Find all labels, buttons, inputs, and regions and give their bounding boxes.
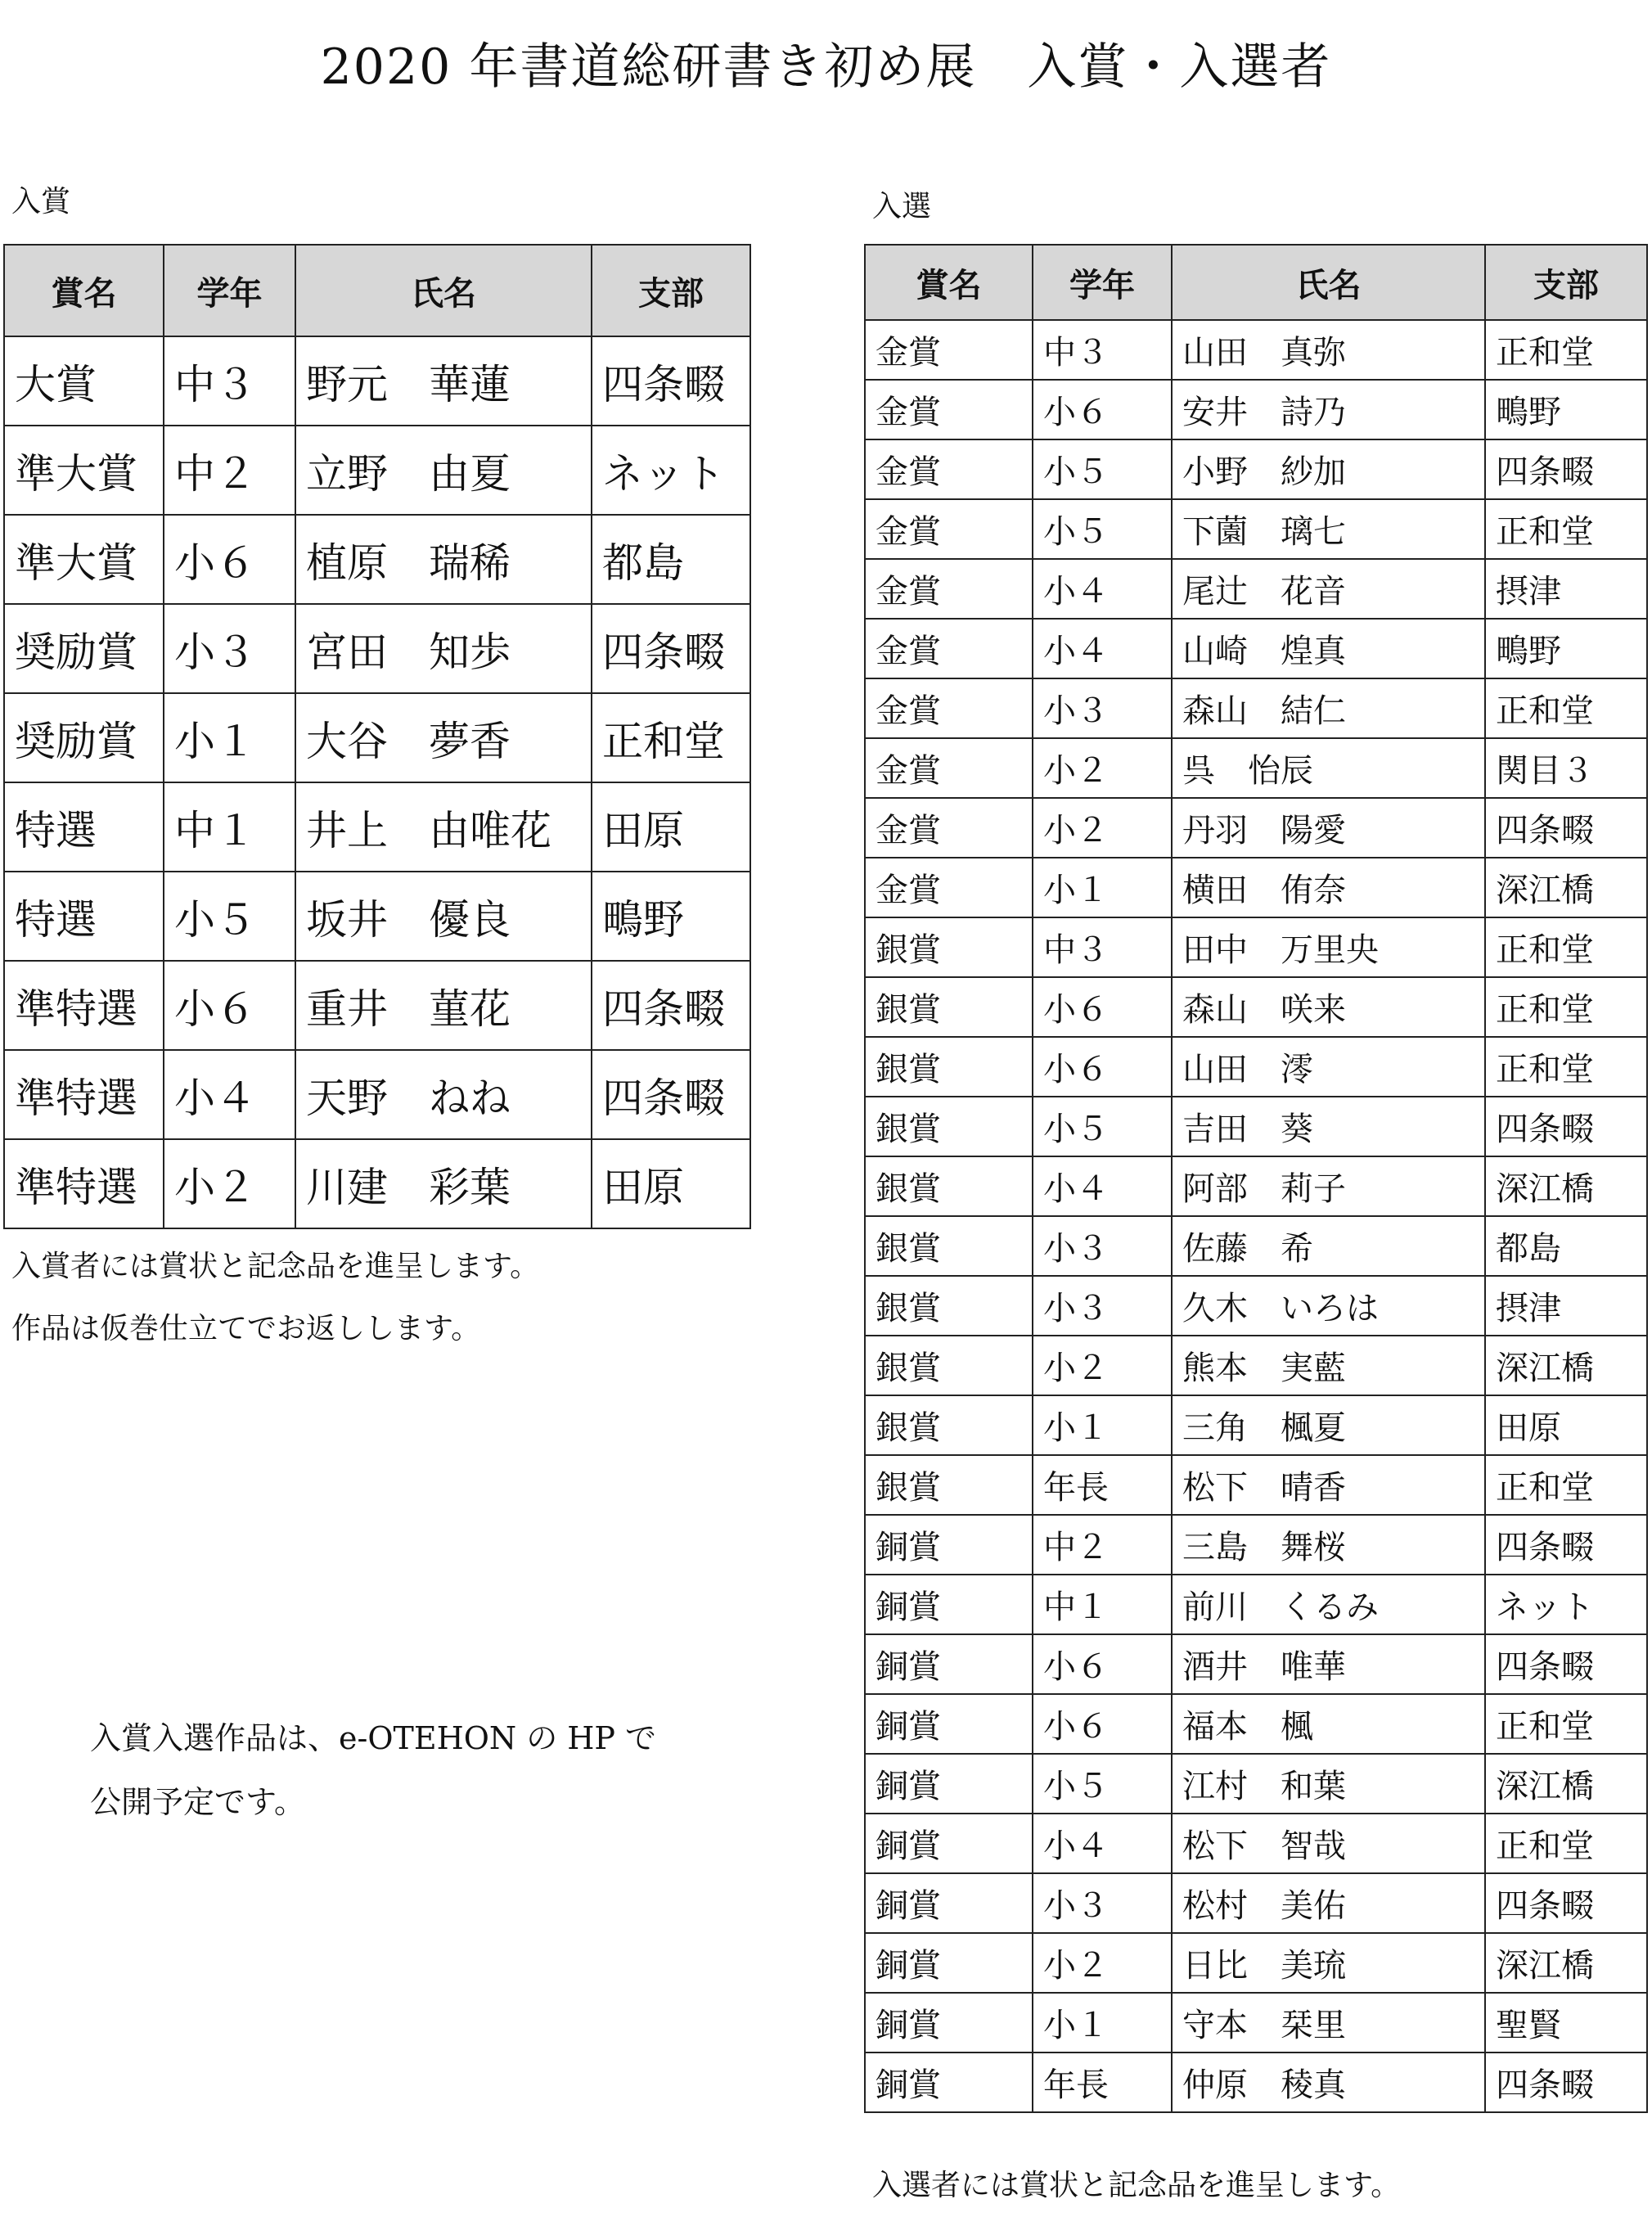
cell-grade: 小５ (1033, 439, 1172, 499)
cell-student-name: 坂井 優良 (295, 872, 592, 961)
selection-section-label: 入選 (872, 190, 932, 223)
cell-grade: 小２ (164, 1139, 295, 1228)
cell-branch: 正和堂 (1485, 499, 1647, 559)
cell-grade: 小３ (1033, 678, 1172, 738)
cell-student-name: 植原 瑞稀 (295, 515, 592, 604)
cell-branch: 深江橋 (1485, 1156, 1647, 1216)
cell-student-name: 立野 由夏 (295, 426, 592, 515)
cell-award-name: 金賞 (865, 858, 1033, 917)
table-row (865, 1097, 1647, 1156)
cell-student-name: 森山 結仁 (1172, 678, 1485, 738)
column-header-branch: 支部 (1485, 245, 1647, 320)
cell-branch: 鴫野 (1485, 619, 1647, 678)
cell-branch: 四条畷 (1485, 2053, 1647, 2112)
cell-grade: 小１ (164, 693, 295, 782)
cell-award-name: 銅賞 (865, 2053, 1033, 2112)
table-row (865, 1814, 1647, 1873)
cell-branch: 聖賢 (1485, 1993, 1647, 2053)
cell-award-name: 奨励賞 (4, 693, 164, 782)
cell-award-name: 銀賞 (865, 1395, 1033, 1455)
cell-branch: 摂津 (1485, 1276, 1647, 1336)
cell-branch: 四条畷 (1485, 1097, 1647, 1156)
cell-branch: 関目３ (1485, 738, 1647, 798)
column-header-branch: 支部 (592, 245, 750, 336)
cell-award-name: 銀賞 (865, 1336, 1033, 1395)
cell-grade: 年長 (1033, 1455, 1172, 1515)
cell-student-name: 呉 怡辰 (1172, 738, 1485, 798)
table-row (865, 2053, 1647, 2112)
cell-branch: 都島 (1485, 1216, 1647, 1276)
award-note-return: 作品は仮巻仕立てでお返しします。 (11, 1312, 481, 1345)
cell-grade: 中２ (1033, 1515, 1172, 1575)
cell-branch: ネット (1485, 1575, 1647, 1634)
cell-student-name: 川建 彩葉 (295, 1139, 592, 1228)
cell-student-name: 安井 詩乃 (1172, 380, 1485, 439)
cell-student-name: 久木 いろは (1172, 1276, 1485, 1336)
cell-student-name: 福本 楓 (1172, 1694, 1485, 1754)
cell-award-name: 銀賞 (865, 1037, 1033, 1097)
cell-grade: 中２ (164, 426, 295, 515)
cell-branch: 鴫野 (592, 872, 750, 961)
column-header-grade: 学年 (1033, 245, 1172, 320)
table-row (865, 798, 1647, 858)
table-row (865, 917, 1647, 977)
cell-student-name: 熊本 実藍 (1172, 1336, 1485, 1395)
table-row (865, 1336, 1647, 1395)
cell-grade: 小１ (1033, 1395, 1172, 1455)
cell-branch: 摂津 (1485, 559, 1647, 619)
cell-student-name: 三角 楓夏 (1172, 1395, 1485, 1455)
cell-grade: 小２ (1033, 1933, 1172, 1993)
table-row (865, 678, 1647, 738)
cell-grade: 小６ (1033, 380, 1172, 439)
table-row (865, 1515, 1647, 1575)
table-row (865, 1575, 1647, 1634)
cell-grade: 小３ (164, 604, 295, 693)
cell-student-name: 大谷 夢香 (295, 693, 592, 782)
cell-student-name: 野元 華蓮 (295, 336, 592, 426)
cell-grade: 小３ (1033, 1216, 1172, 1276)
table-row (865, 1634, 1647, 1694)
cell-branch: 四条畷 (1485, 1634, 1647, 1694)
cell-student-name: 重井 菫花 (295, 961, 592, 1050)
cell-grade: 小６ (1033, 1694, 1172, 1754)
column-header-student-name: 氏名 (1172, 245, 1485, 320)
cell-student-name: 尾辻 花音 (1172, 559, 1485, 619)
cell-student-name: 前川 くるみ (1172, 1575, 1485, 1634)
table-row (4, 1139, 750, 1228)
cell-award-name: 銅賞 (865, 1754, 1033, 1814)
cell-student-name: 阿部 莉子 (1172, 1156, 1485, 1216)
table-row (4, 693, 750, 782)
cell-grade: 小５ (1033, 1754, 1172, 1814)
table-row (4, 961, 750, 1050)
cell-award-name: 金賞 (865, 320, 1033, 380)
table-row (865, 858, 1647, 917)
table-row (865, 1216, 1647, 1276)
cell-award-name: 銅賞 (865, 1993, 1033, 2053)
cell-award-name: 銅賞 (865, 1873, 1033, 1933)
cell-student-name: 松村 美佑 (1172, 1873, 1485, 1933)
cell-student-name: 三島 舞桜 (1172, 1515, 1485, 1575)
cell-grade: 小４ (1033, 619, 1172, 678)
table-row (865, 439, 1647, 499)
cell-branch: 四条畷 (592, 961, 750, 1050)
cell-branch: 正和堂 (592, 693, 750, 782)
cell-branch: 四条畷 (1485, 439, 1647, 499)
table-row (4, 1050, 750, 1139)
cell-grade: 小５ (1033, 1097, 1172, 1156)
cell-grade: 小６ (1033, 1037, 1172, 1097)
cell-award-name: 銀賞 (865, 1097, 1033, 1156)
cell-branch: 四条畷 (1485, 1873, 1647, 1933)
cell-student-name: 山崎 煌真 (1172, 619, 1485, 678)
cell-student-name: 丹羽 陽愛 (1172, 798, 1485, 858)
table-row (865, 1156, 1647, 1216)
cell-grade: 小５ (164, 872, 295, 961)
cell-award-name: 銅賞 (865, 1933, 1033, 1993)
cell-student-name: 小野 紗加 (1172, 439, 1485, 499)
cell-student-name: 日比 美琉 (1172, 1933, 1485, 1993)
cell-branch: ネット (592, 426, 750, 515)
cell-award-name: 金賞 (865, 439, 1033, 499)
cell-grade: 小４ (1033, 1156, 1172, 1216)
cell-grade: 小１ (1033, 1993, 1172, 2053)
cell-award-name: 銀賞 (865, 1455, 1033, 1515)
cell-award-name: 準大賞 (4, 426, 164, 515)
cell-award-name: 特選 (4, 782, 164, 872)
cell-award-name: 金賞 (865, 619, 1033, 678)
award-table (3, 244, 751, 1229)
cell-award-name: 準特選 (4, 1050, 164, 1139)
cell-award-name: 奨励賞 (4, 604, 164, 693)
cell-award-name: 準特選 (4, 1139, 164, 1228)
hp-note-line: 入賞入選作品は、e-OTEHON の HP で (90, 1720, 657, 1756)
cell-branch: 正和堂 (1485, 977, 1647, 1037)
table-row (865, 619, 1647, 678)
cell-student-name: 井上 由唯花 (295, 782, 592, 872)
table-row (865, 1694, 1647, 1754)
table-row (4, 515, 750, 604)
table-row (865, 1933, 1647, 1993)
cell-student-name: 酒井 唯華 (1172, 1634, 1485, 1694)
cell-award-name: 大賞 (4, 336, 164, 426)
cell-student-name: 守本 栞里 (1172, 1993, 1485, 2053)
cell-student-name: 下薗 璃七 (1172, 499, 1485, 559)
cell-grade: 小２ (1033, 1336, 1172, 1395)
cell-grade: 小６ (164, 515, 295, 604)
table-row (4, 872, 750, 961)
selection-table (864, 244, 1648, 2113)
cell-student-name: 森山 咲来 (1172, 977, 1485, 1037)
cell-grade: 小６ (1033, 977, 1172, 1037)
table-header-row (4, 245, 750, 336)
table-row (865, 499, 1647, 559)
award-section-label: 入賞 (11, 185, 71, 219)
cell-student-name: 吉田 葵 (1172, 1097, 1485, 1156)
cell-branch: 四条畷 (592, 1050, 750, 1139)
cell-grade: 小４ (164, 1050, 295, 1139)
selection-note-prize: 入選者には賞状と記念品を進呈します。 (872, 2169, 1401, 2202)
cell-grade: 中１ (1033, 1575, 1172, 1634)
cell-branch: 正和堂 (1485, 1455, 1647, 1515)
table-row (865, 1276, 1647, 1336)
cell-branch: 正和堂 (1485, 1814, 1647, 1873)
cell-student-name: 天野 ねね (295, 1050, 592, 1139)
cell-branch: 深江橋 (1485, 1754, 1647, 1814)
cell-student-name: 松下 晴香 (1172, 1455, 1485, 1515)
table-row (865, 1754, 1647, 1814)
table-row (4, 336, 750, 426)
cell-award-name: 銅賞 (865, 1515, 1033, 1575)
cell-branch: 都島 (592, 515, 750, 604)
table-row (865, 738, 1647, 798)
cell-student-name: 宮田 知歩 (295, 604, 592, 693)
cell-branch: 深江橋 (1485, 1933, 1647, 1993)
cell-award-name: 銀賞 (865, 977, 1033, 1037)
cell-award-name: 銀賞 (865, 1216, 1033, 1276)
cell-student-name: 江村 和葉 (1172, 1754, 1485, 1814)
cell-branch: 田原 (592, 1139, 750, 1228)
cell-award-name: 銅賞 (865, 1575, 1033, 1634)
cell-grade: 小６ (1033, 1634, 1172, 1694)
cell-grade: 小２ (1033, 738, 1172, 798)
cell-student-name: 山田 澪 (1172, 1037, 1485, 1097)
hp-note-line: 公開予定です。 (90, 1784, 305, 1820)
cell-branch: 鴫野 (1485, 380, 1647, 439)
award-note-prize: 入賞者には賞状と記念品を進呈します。 (11, 1250, 540, 1283)
cell-award-name: 特選 (4, 872, 164, 961)
cell-grade: 小３ (1033, 1873, 1172, 1933)
table-row (4, 782, 750, 872)
column-header-award-name: 賞名 (865, 245, 1033, 320)
cell-award-name: 金賞 (865, 738, 1033, 798)
cell-student-name: 田中 万里央 (1172, 917, 1485, 977)
table-row (865, 1037, 1647, 1097)
cell-branch: 深江橋 (1485, 1336, 1647, 1395)
hp-note (90, 1706, 656, 1834)
cell-award-name: 準大賞 (4, 515, 164, 604)
cell-award-name: 準特選 (4, 961, 164, 1050)
cell-award-name: 銀賞 (865, 1276, 1033, 1336)
cell-grade: 小４ (1033, 1814, 1172, 1873)
table-row (4, 426, 750, 515)
table-row (865, 1993, 1647, 2053)
cell-grade: 小５ (1033, 499, 1172, 559)
cell-grade: 小６ (164, 961, 295, 1050)
table-row (4, 604, 750, 693)
table-row (865, 559, 1647, 619)
cell-branch: 正和堂 (1485, 917, 1647, 977)
table-row (865, 1455, 1647, 1515)
cell-student-name: 横田 侑奈 (1172, 858, 1485, 917)
cell-grade: 中３ (1033, 320, 1172, 380)
cell-branch: 四条畷 (1485, 798, 1647, 858)
table-row (865, 1873, 1647, 1933)
cell-branch: 四条畷 (1485, 1515, 1647, 1575)
cell-branch: 田原 (1485, 1395, 1647, 1455)
cell-award-name: 銀賞 (865, 917, 1033, 977)
cell-branch: 四条畷 (592, 604, 750, 693)
cell-grade: 小４ (1033, 559, 1172, 619)
table-row (865, 1395, 1647, 1455)
cell-award-name: 銅賞 (865, 1634, 1033, 1694)
column-header-award-name: 賞名 (4, 245, 164, 336)
cell-grade: 年長 (1033, 2053, 1172, 2112)
cell-student-name: 仲原 稜真 (1172, 2053, 1485, 2112)
cell-award-name: 金賞 (865, 678, 1033, 738)
cell-award-name: 銅賞 (865, 1694, 1033, 1754)
cell-grade: 小３ (1033, 1276, 1172, 1336)
cell-branch: 田原 (592, 782, 750, 872)
cell-award-name: 金賞 (865, 798, 1033, 858)
cell-student-name: 佐藤 希 (1172, 1216, 1485, 1276)
table-row (865, 380, 1647, 439)
cell-award-name: 銅賞 (865, 1814, 1033, 1873)
cell-branch: 正和堂 (1485, 320, 1647, 380)
cell-grade: 中３ (164, 336, 295, 426)
cell-branch: 深江橋 (1485, 858, 1647, 917)
cell-grade: 小１ (1033, 858, 1172, 917)
cell-award-name: 金賞 (865, 499, 1033, 559)
column-header-student-name: 氏名 (295, 245, 592, 336)
cell-award-name: 金賞 (865, 559, 1033, 619)
table-row (865, 977, 1647, 1037)
cell-branch: 正和堂 (1485, 1694, 1647, 1754)
table-header-row (865, 245, 1647, 320)
cell-branch: 四条畷 (592, 336, 750, 426)
table-row (865, 320, 1647, 380)
page-title: 2020 年書道総研書き初め展 入賞・入選者 (320, 38, 1332, 96)
cell-award-name: 金賞 (865, 380, 1033, 439)
cell-student-name: 松下 智哉 (1172, 1814, 1485, 1873)
cell-award-name: 銀賞 (865, 1156, 1033, 1216)
cell-grade: 小２ (1033, 798, 1172, 858)
column-header-grade: 学年 (164, 245, 295, 336)
cell-grade: 中１ (164, 782, 295, 872)
cell-grade: 中３ (1033, 917, 1172, 977)
cell-student-name: 山田 真弥 (1172, 320, 1485, 380)
cell-branch: 正和堂 (1485, 1037, 1647, 1097)
cell-branch: 正和堂 (1485, 678, 1647, 738)
